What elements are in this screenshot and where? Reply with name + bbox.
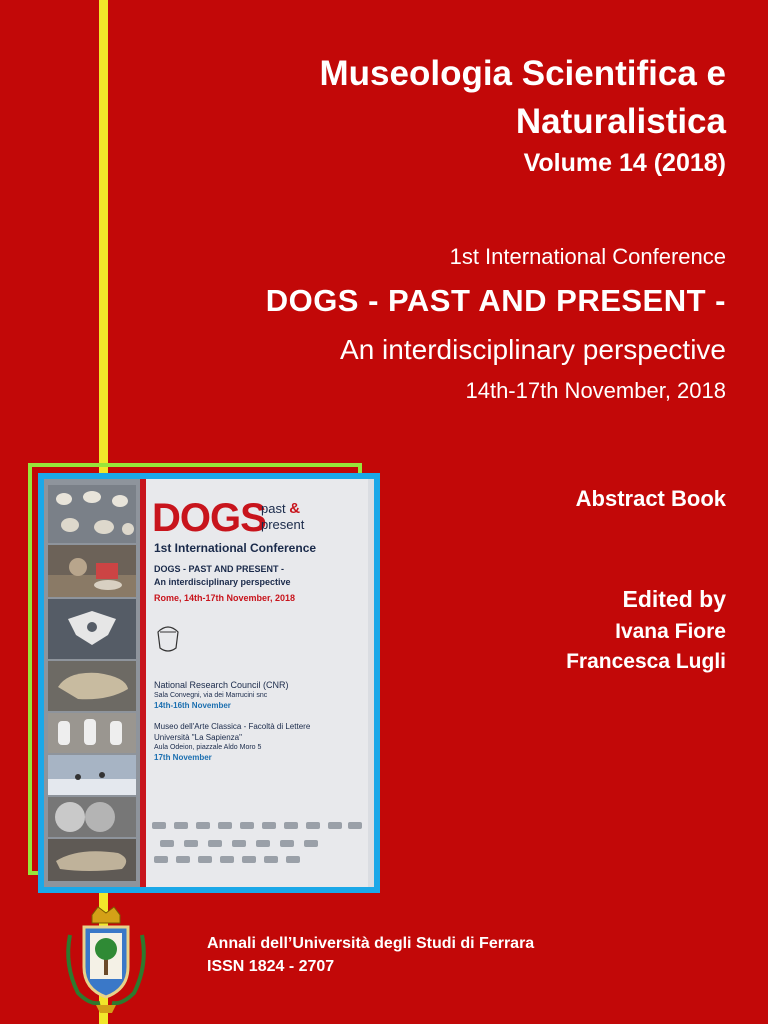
sponsor-logo [160,840,174,847]
decorative-yellow-line [99,0,108,478]
sponsor-logo [154,856,168,863]
sponsor-logo [152,822,166,829]
sponsor-logo [306,822,320,829]
journal-title-line2: Naturalistica [515,102,726,141]
sponsor-logo [220,856,234,863]
sponsor-logo [286,856,300,863]
poster-title: DOGS - PAST AND PRESENT - [154,564,285,574]
teeth-photo [48,713,136,753]
excavation-photo [48,545,136,597]
sponsor-logo [262,822,276,829]
sponsor-logo [348,822,362,829]
conference-ordinal: 1st International Conference [449,244,726,269]
sponsor-logo [264,856,278,863]
sponsor-logo [240,822,254,829]
sponsor-logo [196,822,210,829]
excavation-icon [48,545,136,597]
sponsor-logos [150,818,364,873]
sponsor-logo [218,822,232,829]
sponsor-logo [304,840,318,847]
coins-icon [48,797,136,837]
vertebra-icon [48,599,136,659]
poster-venue1-address: Sala Convegni, via dei Marrucini snc [154,692,268,699]
poster-venue2-dates: 17th November [154,753,212,762]
sponsor-logo [174,822,188,829]
poster-venue1-name: National Research Council (CNR) [154,680,289,690]
poster-logo-present-word: present [261,517,305,532]
conference-dates: 14th-17th November, 2018 [465,378,726,403]
skull-photo [48,661,136,711]
sponsor-logo [208,840,222,847]
bones-photo [48,485,136,543]
snow-scene-icon [48,755,136,795]
association-logo-icon [152,618,184,658]
poster-venue2-name2: Università "La Sapienza" [154,733,242,742]
poster-venue1-dates: 14th-16th November [154,701,231,710]
editor-name: Ivana Fiore [615,620,726,643]
university-crest-icon [60,905,152,1015]
coins-photo [48,797,136,837]
sponsor-logo [280,840,294,847]
poster-conference: 1st International Conference [154,541,317,555]
sponsor-logo [184,840,198,847]
publisher-name: Annali dell’Università degli Studi di Ferrara [207,935,535,952]
editor-name: Francesca Lugli [566,650,726,673]
jaw-icon [48,839,136,881]
teeth-icon [48,713,136,753]
sponsor-logo [256,840,270,847]
poster-logo-past-word: past [261,501,286,516]
skull-xray-photo [48,599,136,659]
poster-venue2-address: Aula Odeion, piazzale Aldo Moro 5 [154,744,262,751]
poster-dogs-logo: DOGS [152,496,266,540]
skull-icon [48,661,136,711]
sponsor-logo [328,822,342,829]
sponsor-logo [176,856,190,863]
poster-logo-ampersand: & [289,500,301,517]
sponsor-logo [242,856,256,863]
jaw-photo [48,839,136,881]
book-type: Abstract Book [575,486,726,511]
poster-venue2-name1: Museo dell'Arte Classica - Facoltà di Lettere [154,722,311,731]
poster-subtitle: An interdisciplinary perspective [154,577,291,587]
sponsor-logo [198,856,212,863]
conference-title: DOGS - PAST AND PRESENT - [265,283,726,318]
issn: ISSN 1824 - 2707 [207,958,335,975]
bones-icon [48,485,136,543]
poster-photo-strip [44,479,140,887]
poster-location-dates: Rome, 14th-17th November, 2018 [154,593,296,603]
sponsor-logo [284,822,298,829]
journal-volume: Volume 14 (2018) [523,149,726,177]
conference-subtitle: An interdisciplinary perspective [340,334,726,365]
sponsor-logo [232,840,246,847]
edited-by-label: Edited by [622,586,726,612]
poster-logo-past [261,500,304,532]
snow-scene-photo [48,755,136,795]
journal-title-line1: Museologia Scientifica e [319,54,726,93]
